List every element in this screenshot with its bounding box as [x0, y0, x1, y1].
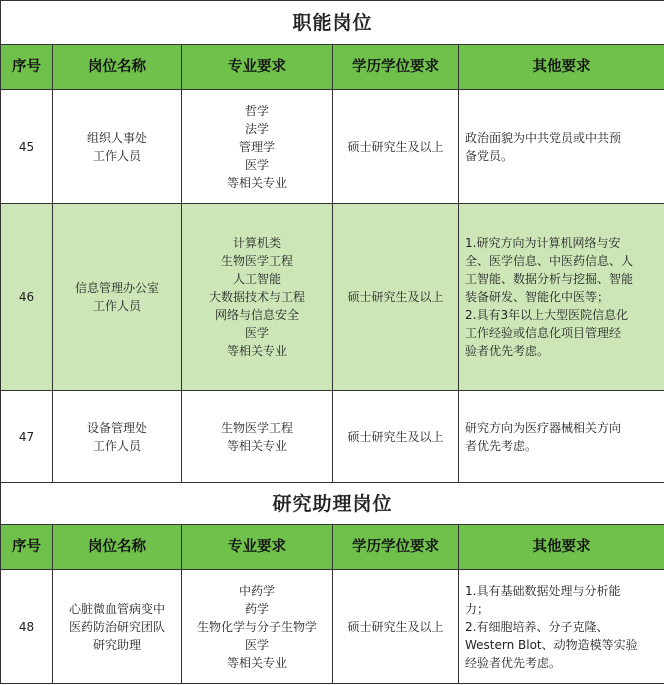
table-row	[1, 570, 664, 684]
major-item: 医学	[244, 637, 269, 652]
major-item: 等相关专业	[226, 175, 287, 190]
other-line: 全、医学信息、中医药信息、人	[465, 254, 634, 268]
major-item: 生物医学工程	[220, 254, 293, 268]
section-title-functional: 职能岗位	[1, 1, 664, 45]
major-item: 管理学	[238, 139, 275, 154]
other-line: 研究方向为医疗器械相关方向	[465, 420, 622, 435]
post-line: 工作人员	[92, 299, 141, 313]
major-item: 大数据技术与工程	[208, 290, 305, 304]
major-item: 医学	[244, 326, 269, 340]
post-line: 工作人员	[92, 438, 141, 453]
major-item: 等相关专业	[226, 344, 287, 358]
table-row	[1, 90, 664, 204]
other-line: 验者优先考虑。	[465, 344, 550, 358]
col-header-major: 专业要求	[182, 525, 333, 570]
post-name	[53, 90, 182, 204]
other-line: 1.具有基础数据处理与分析能	[465, 583, 621, 598]
major-item: 网络与信息安全	[214, 308, 299, 322]
degree-requirement: 硕士研究生及以上	[333, 204, 459, 391]
degree-requirement: 硕士研究生及以上	[333, 570, 459, 684]
row-no: 47	[1, 391, 53, 483]
col-header-degree: 学历学位要求	[333, 525, 459, 570]
other-line: 1.研究方向为计算机网络与安	[465, 236, 621, 250]
col-header-other: 其他要求	[459, 525, 664, 570]
row-no: 46	[1, 204, 53, 391]
other-line: 工作经验或信息化项目管理经	[465, 326, 622, 340]
col-header-post: 岗位名称	[53, 525, 182, 570]
major-item: 医学	[244, 157, 269, 172]
other-line: 2.具有3年以上大型医院信息化	[465, 308, 629, 322]
table-row	[1, 204, 664, 391]
other-line: 政治面貌为中共党员或中共预	[465, 130, 622, 145]
major-list	[182, 570, 333, 684]
major-item: 生物化学与分子生物学	[196, 619, 317, 634]
post-name	[53, 204, 182, 391]
degree-requirement: 硕士研究生及以上	[333, 90, 459, 204]
major-list	[182, 391, 333, 483]
major-item: 生物医学工程	[220, 420, 293, 435]
other-requirements	[459, 570, 664, 684]
other-line: 备党员。	[465, 148, 514, 163]
post-line: 心脏微血管病变中	[68, 601, 165, 616]
table-row	[1, 391, 664, 483]
post-name	[53, 391, 182, 483]
col-header-major: 专业要求	[182, 45, 333, 90]
other-line: 者优先考虑。	[465, 438, 538, 453]
other-requirements	[459, 391, 664, 483]
other-line: 装备研发、智能化中医等；	[465, 290, 610, 304]
major-item: 等相关专业	[226, 438, 287, 453]
other-requirements	[459, 204, 664, 391]
section-title-research-assistant: 研究助理岗位	[1, 483, 664, 525]
major-item: 法学	[244, 121, 269, 136]
major-item: 哲学	[244, 103, 269, 118]
other-line: 工智能、数据分析与挖掘、智能	[465, 272, 634, 286]
col-header-post: 岗位名称	[53, 45, 182, 90]
other-line: 经验者优先考虑。	[465, 655, 562, 670]
col-header-degree: 学历学位要求	[333, 45, 459, 90]
post-line: 医药防治研究团队	[68, 619, 165, 634]
major-item: 计算机类	[232, 236, 281, 250]
major-list	[182, 90, 333, 204]
other-line: 力；	[465, 601, 490, 616]
degree-requirement: 硕士研究生及以上	[333, 391, 459, 483]
post-line: 研究助理	[92, 637, 141, 652]
other-line: Western Blot、动物造模等实验	[465, 637, 638, 652]
row-no: 48	[1, 570, 53, 684]
post-line: 信息管理办公室	[74, 281, 159, 295]
other-requirements	[459, 90, 664, 204]
col-header-other: 其他要求	[459, 45, 664, 90]
major-item: 药学	[244, 601, 269, 616]
major-item: 中药学	[238, 583, 275, 598]
col-header-no: 序号	[1, 45, 53, 90]
post-line: 组织人事处	[86, 130, 147, 145]
other-line: 2.有细胞培养、分子克隆、	[465, 619, 609, 634]
major-item: 人工智能	[232, 272, 281, 286]
col-header-no: 序号	[1, 525, 53, 570]
post-name	[53, 570, 182, 684]
row-no: 45	[1, 90, 53, 204]
post-line: 工作人员	[92, 148, 141, 163]
post-line: 设备管理处	[86, 420, 147, 435]
major-item: 等相关专业	[226, 655, 287, 670]
major-list	[182, 204, 333, 391]
